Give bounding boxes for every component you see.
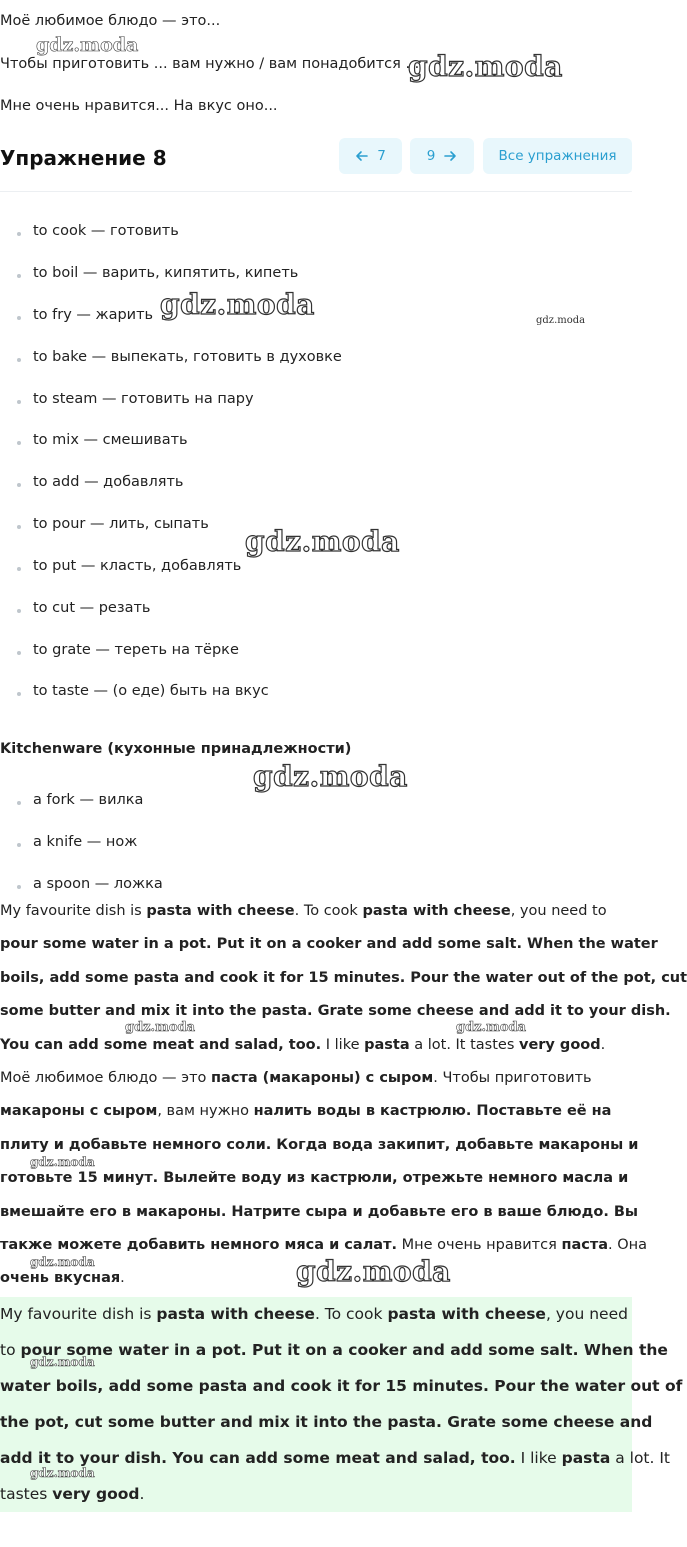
answer-line: также можете добавить немного мяса и салат. Мне очень нравится паста. Она bbox=[0, 1237, 648, 1253]
watermark: gdz.moda bbox=[160, 288, 315, 321]
prev-exercise-label: 7 bbox=[377, 148, 386, 164]
arrow-left-icon bbox=[355, 149, 369, 163]
kitchenware-title: Kitchenware (кухонные принадлежности) bbox=[0, 741, 352, 757]
answer-line: some butter and mix it into the pasta. Grate some cheese and add it to your dish. bbox=[0, 1003, 671, 1019]
answer-line: вмешайте его в макароны. Натрите сыра и добавьте его в ваше блюдо. Вы bbox=[0, 1204, 639, 1220]
watermark: gdz.moda bbox=[30, 1466, 95, 1480]
intro-line-1: Моё любимое блюдо — это... bbox=[0, 13, 221, 29]
watermark: gdz.moda bbox=[30, 1355, 95, 1369]
watermark: gdz.moda bbox=[536, 315, 586, 326]
answer-line: Моё любимое блюдо — это паста (макароны) с сыром. Чтобы приготовить bbox=[0, 1070, 592, 1086]
answer-line: add it to your dish. You can add some meat and salad, too. I like pasta a lot. It bbox=[0, 1449, 671, 1467]
answer-line: water boils, add some pasta and cook it for 15 minutes. Pour the water out of bbox=[0, 1377, 683, 1395]
answer-line: очень вкусная. bbox=[0, 1270, 125, 1286]
watermark: gdz.moda bbox=[30, 1155, 95, 1169]
watermark: gdz.moda bbox=[253, 760, 408, 793]
answer-line: плиту и добавьте немного соли. Когда вода закипит, добавьте макароны и bbox=[0, 1137, 639, 1153]
answer-line: You can add some meat and salad, too. I like pasta a lot. It tastes very good. bbox=[0, 1037, 606, 1053]
prev-exercise-button[interactable] bbox=[339, 138, 402, 174]
next-exercise-label: 9 bbox=[426, 148, 436, 164]
answer-line: pour some water in a pot. Put it on a cooker and add some salt. When the water bbox=[0, 936, 658, 952]
answer-line: макароны с сыром, вам нужно налить воды в кастрюлю. Поставьте её на bbox=[0, 1103, 612, 1119]
answer-line: tastes very good. bbox=[0, 1485, 145, 1503]
watermark: gdz.moda bbox=[245, 525, 400, 558]
answer-line: My favourite dish is pasta with cheese. To cook pasta with cheese, you need to bbox=[0, 903, 607, 919]
page-title: Упражнение 8 bbox=[0, 146, 167, 170]
arrow-right-icon bbox=[443, 149, 457, 163]
watermark: gdz.moda bbox=[30, 1255, 95, 1269]
all-exercises-button[interactable] bbox=[483, 138, 632, 174]
answer-line: the pot, cut some butter and mix it into the pasta. Grate some cheese and bbox=[0, 1413, 653, 1431]
answer-line: готовьте 15 минут. Вылейте воду из кастрюли, отрежьте немного масла и bbox=[0, 1170, 629, 1186]
intro-line-2: Чтобы приготовить ... вам нужно / вам понадобится ... bbox=[0, 56, 420, 72]
intro-line-3: Мне очень нравится... На вкус оно... bbox=[0, 98, 278, 114]
answer-line: My favourite dish is pasta with cheese. To cook pasta with cheese, you need bbox=[0, 1305, 628, 1323]
watermark: gdz.moda bbox=[125, 1020, 196, 1035]
watermark: gdz.moda bbox=[296, 1255, 451, 1288]
watermark: gdz.moda bbox=[408, 50, 563, 83]
watermark: gdz.moda bbox=[36, 34, 139, 56]
all-exercises-label: Все упражнения bbox=[498, 148, 617, 164]
exercise-header bbox=[0, 136, 632, 192]
answer-line: boils, add some pasta and cook it for 15 minutes. Pour the water out of the pot, cut bbox=[0, 970, 687, 986]
watermark: gdz.moda bbox=[456, 1020, 527, 1035]
next-exercise-button[interactable] bbox=[410, 138, 474, 174]
answer-line: to pour some water in a pot. Put it on a cooker and add some salt. When the bbox=[0, 1341, 668, 1359]
